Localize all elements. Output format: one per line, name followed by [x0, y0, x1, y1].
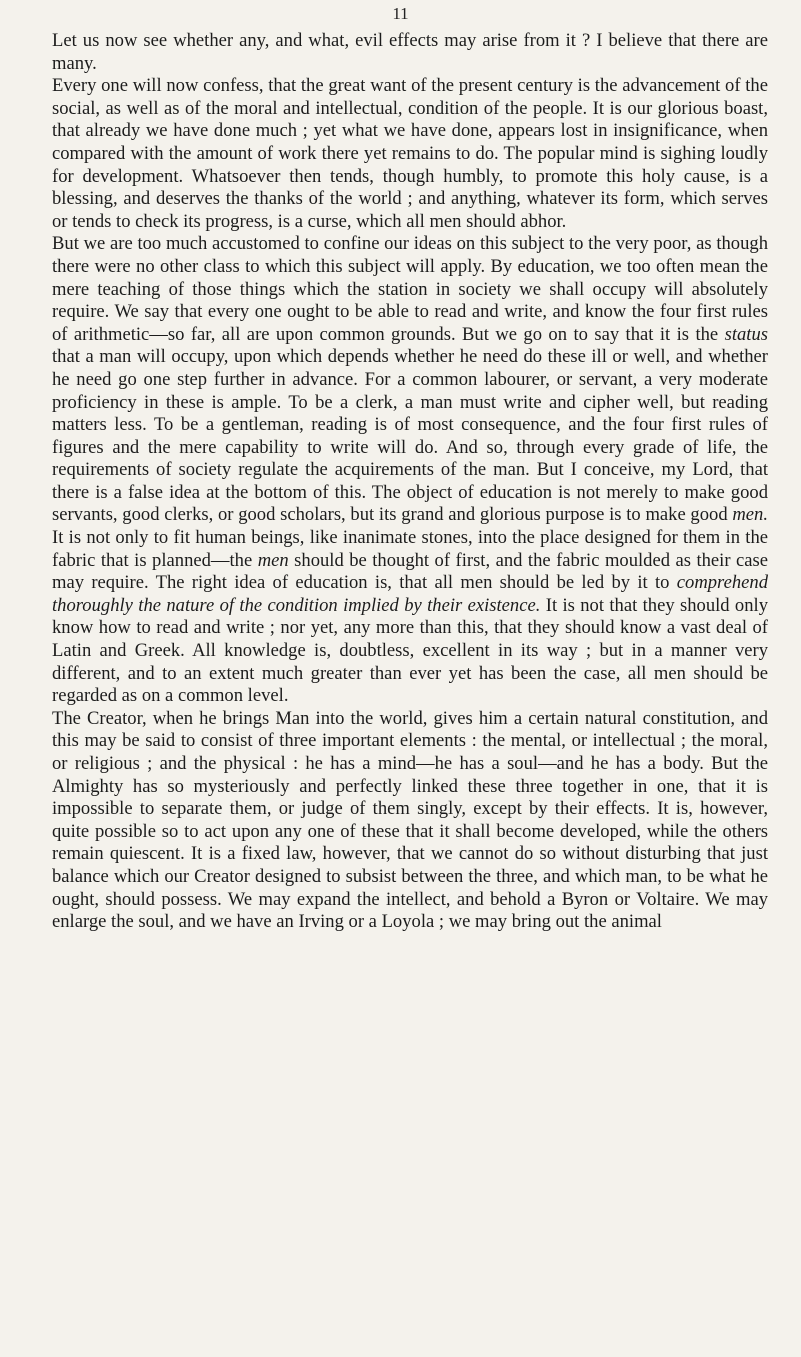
text-segment: Every one will now confess, that the great want of the present century is the advancement of the social, as well as of the moral and intellectual, condition of the people. It is our glorious boast, that already we have done much ; yet what we have done, appears lost in insignificance, when compared with the amount of work there yet remains to do. The popular mind is sighing loudly for development. Whatsoever then tends, though humbly, to promote this holy cause, is a blessing, and deserves the thanks of the world ; and anything, whatever its form, which serves or tends to check its progress, is a curse, which all men should abhor. — [52, 75, 768, 232]
italic-segment: men — [257, 549, 289, 571]
text-segment: It is not only to fit human beings, like inanimate stones, into the place designed for them in the fabric that is planned—the — [52, 527, 768, 571]
paragraph-4 — [52, 708, 768, 934]
text-segment: The Creator, when he brings Man into the world, gives him a certain natural constitution, and this may be said to consist of three important elements : the mental, or intellectual ; the moral, or religious ; and the physical : he has a mind—he has a soul—and he has a body. But the Almighty has so mysteriously and perfectly linked these three together in one, that it is impossible to separate them, or judge of them singly, except by their effects. It is, however, quite possible so to act upon any one of these that it shall become developed, while the others remain quiescent. It is a fixed law, however, that we cannot do so without disturbing that just balance which our Creator designed to subsist between the three, and which man, to be what he ought, should possess. We may expand the intellect, and behold a Byron or Voltaire. We may enlarge the soul, and we have an Irving or a Loyola ; we may bring out the animal — [52, 707, 768, 933]
paragraph-3 — [52, 233, 768, 707]
text-segment: should be thought of first, and the fabric moulded as their case may require. The right idea of education is, that all men should be led by it to — [52, 549, 768, 594]
italic-segment: status — [724, 323, 768, 345]
page-number: 11 — [392, 4, 409, 23]
text-segment: It is not that they should only know how to read and write ; nor yet, any more than this, that they should know a vast deal of Latin and Greek. All knowledge is, doubtless, excellent in its way ; but in a manner very different, and to an extent much greater than ever yet has been the case, all men should be regarded as on a common level. — [52, 594, 768, 707]
paragraph-1 — [52, 30, 768, 75]
paragraph-2 — [52, 75, 768, 233]
text-segment: But we are too much accustomed to confine our ideas on this subject to the very poor, as though there were no other class to which this subject will apply. By education, we too often mean the mere teaching of those things which the station in society we shall occupy will absolutely require. We say that every one ought to be able to read and write, and know the four first rules of arithmetic—so far, all are upon common grounds. But we go on to say that it is the — [52, 233, 768, 345]
text-segment: Let us now see whether any, and what, evil effects may arise from it ? I believe that there are many. — [52, 30, 768, 74]
italic-segment: comprehend thoroughly the nature of the condition implied by their existence. — [52, 572, 768, 616]
body-text — [52, 30, 768, 934]
italic-segment: men. — [732, 504, 768, 526]
text-segment: that a man will occupy, upon which depends whether he need do these ill or well, and whether he need go one step further in advance. For a common labourer, or servant, a very moderate proficiency in these is ample. To be a clerk, a man must write and cipher well, but reading matters less. To be a gentleman, reading is of most consequence, and the four first rules of figures and the mere capability to write will do. And so, through every grade of life, the requirements of society regulate the acquirements of the man. But I conceive, my Lord, that there is a false idea at the bottom of this. The object of education is not merely to make good servants, good clerks, or good scholars, but its grand and glorious purpose is to make good — [52, 346, 768, 526]
